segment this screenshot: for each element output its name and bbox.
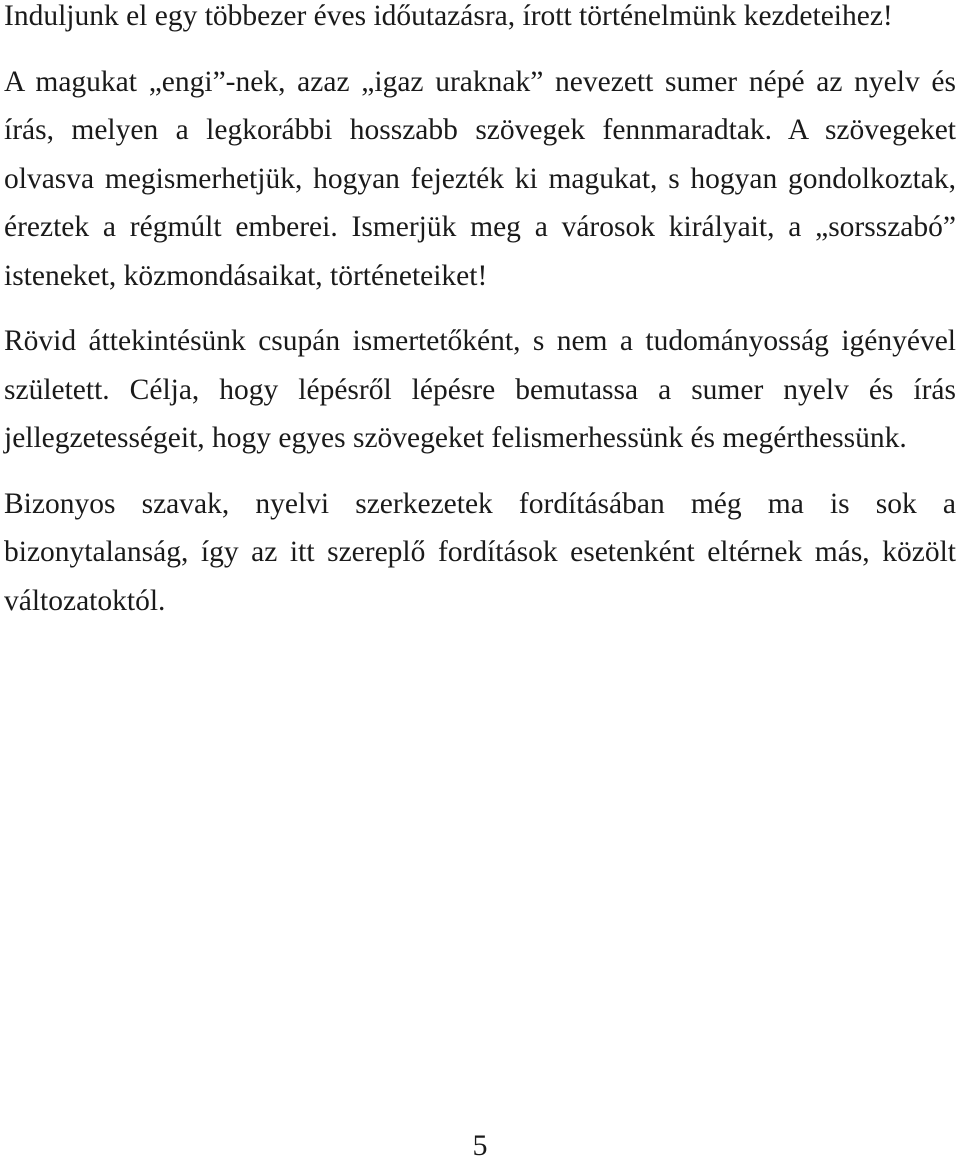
paragraph-intro: Induljunk el egy többezer éves időutazásra, írott történelmünk kezdeteihez! <box>4 0 893 32</box>
page-number: 5 <box>472 1129 488 1162</box>
paragraph-translation-note: Bizonyos szavak, nyelvi szerkezetek fordításában még ma is sok a bizonytalanság, így az itt szereplő fordítások esetenként eltérnek más, közölt változatoktól. <box>4 487 956 617</box>
paragraph-overview-purpose: Rövid áttekintésünk csupán ismertetőként, s nem a tudományosság igényével született. Célja, hogy lépésről lépésre bemutassa a sumer nyelv és írás jellegzetességeit, hogy egyes szövegeket felismerhessünk és megérthessünk. <box>4 325 956 454</box>
document-page <box>4 0 956 642</box>
paragraph-sumer-people: A magukat „engi”-nek, azaz „igaz uraknak” nevezett sumer népé az nyelv és írás, melyen a legkorábbi hosszabb szövegek fennmaradtak. A szövegeket olvasva megismerhetjük, hogyan fejezték ki magukat, s hogyan gondolkoztak, éreztek a régmúlt emberei. Ismerjük meg a városok királyait, a „sorsszabó” isteneket, közmondásaikat, történeteiket! <box>4 65 956 292</box>
